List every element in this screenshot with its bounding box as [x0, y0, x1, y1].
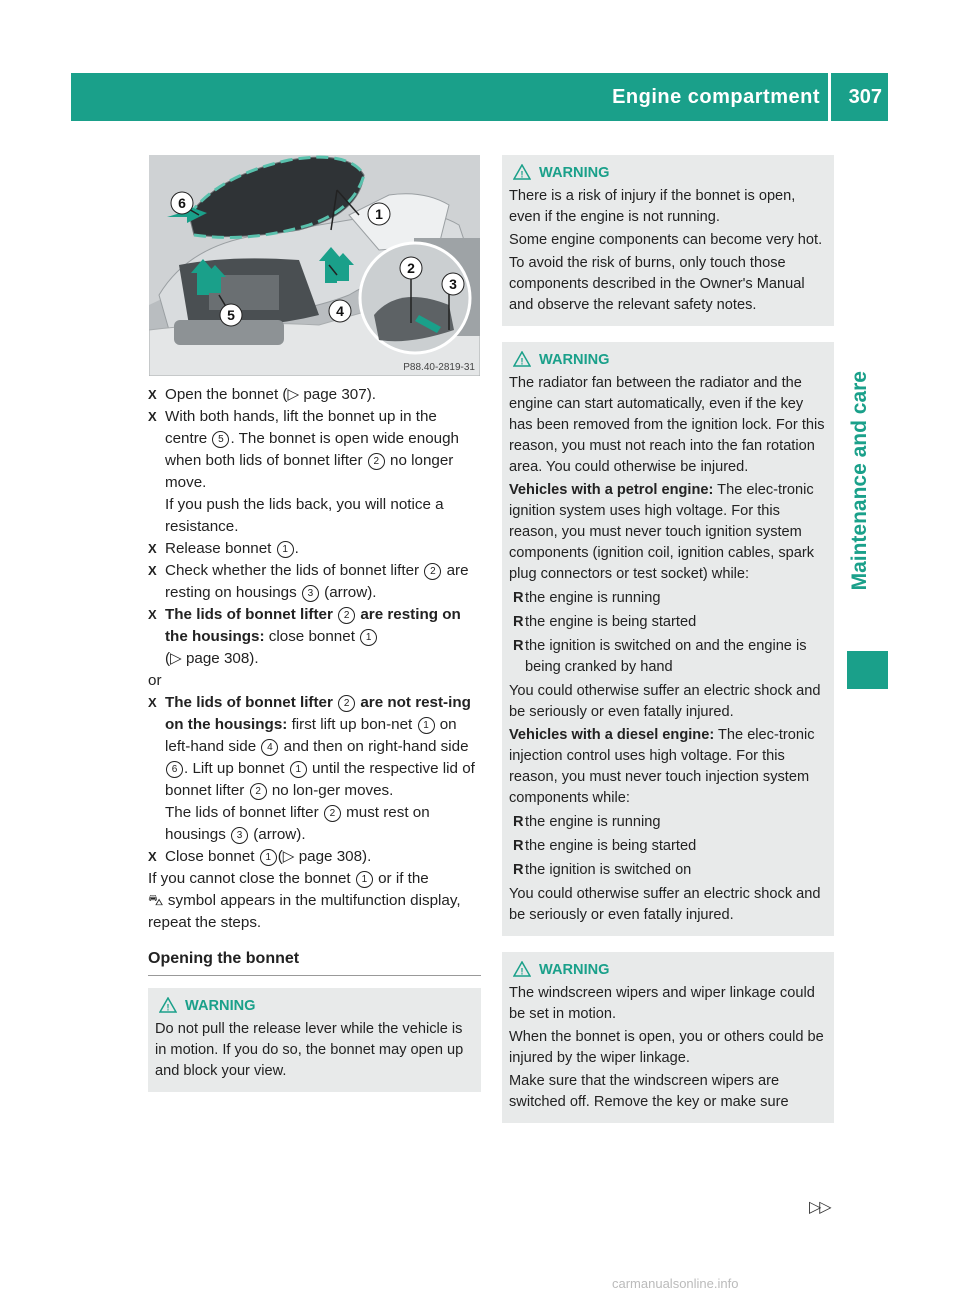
warning-text: There is a risk of injury if the bonnet is open, even if the engine is not running.: [509, 188, 796, 225]
page-ref-link[interactable]: ▷ page 307: [287, 386, 367, 403]
warning-text: You could otherwise suffer an electric shock and be seriously or even fatally injured.: [509, 886, 821, 923]
svg-text:!: !: [166, 1002, 170, 1013]
warning-text: The windscreen wipers and wiper linkage could be set in motion.: [509, 985, 815, 1022]
warning-text: The radiator fan between the radiator and the engine can start automatically, even if the key has been removed from the ignition lock. For this reason, you must not reach into the fan rotation area. You could otherwise be injured.: [509, 375, 825, 475]
warning-title: WARNING: [185, 998, 256, 1014]
warning-box: [502, 342, 834, 936]
warning-text: Vehicles with a diesel engine: The elec-tronic injection control uses high voltage. For this reason, you must never touch injection system components while:: [509, 727, 815, 806]
warning-triangle-icon: [513, 164, 531, 187]
warning-text: Some engine components can become very hot.: [509, 232, 823, 248]
step-marker-icon: X: [148, 387, 157, 402]
bonnet-figure: [149, 155, 480, 376]
continue-marker-icon: ▷▷: [809, 1199, 830, 1216]
warning-triangle-icon: [513, 351, 531, 374]
step-marker-icon: X: [148, 409, 157, 424]
warning-text: Vehicles with a petrol engine: The elec-tronic ignition system uses high voltage. For this reason, you must never touch ignition system components (ignition coil, ignition cables, spark plug connectors or test socket) while:: [509, 482, 815, 582]
callout-3-label: 3: [449, 276, 457, 292]
list-item: R the ignition is switched on: [513, 862, 692, 878]
or-label: or: [148, 672, 162, 689]
list-item: R the ignition is switched on and the engine is being cranked by hand: [513, 638, 807, 675]
right-column: [502, 155, 834, 1123]
svg-text:!: !: [520, 169, 524, 180]
callout-4-label: 4: [336, 303, 344, 319]
bonnet-illustration: [149, 155, 480, 376]
warning-box: [502, 952, 834, 1123]
step-lids-not-resting: X The lids of bonnet lifter 2 are not rest-ing on the housings: first lift up bon-net 1 on left-hand side 4 and then on right-hand side 6 . Lift up bonnet 1 until the respective lid of bonnet lifter 2 no lon-ger moves. The lids of bonnet lifter 2 must rest on housings 3 (arrow).: [148, 692, 481, 846]
watermark: carmanualsonline.info: [612, 1276, 739, 1291]
step-release-bonnet: X Release bonnet 1 .: [148, 538, 481, 560]
step-marker-icon: X: [148, 695, 157, 710]
warning-box: [148, 988, 481, 1092]
section-heading: Opening the bonnet: [148, 948, 481, 976]
svg-text:!: !: [520, 356, 524, 367]
list-item: R the engine is running: [513, 814, 661, 830]
chapter-tab-marker: [847, 651, 888, 689]
side-tab: [842, 121, 888, 1191]
warning-title: WARNING: [539, 352, 610, 368]
step-lift-bonnet: X With both hands, lift the bonnet up in the centre 5 . The bonnet is open wide enough when both lids of bonnet lifter 2 no longer move. If you push the lids back, you will notice a resistance.: [148, 406, 481, 538]
step-lids-resting: X The lids of bonnet lifter 2 are resting on the housings: close bonnet 1 (▷ page 308).: [148, 606, 461, 667]
chapter-label-wrap: [848, 371, 882, 771]
list-item: R the engine is being started: [513, 614, 697, 630]
header-divider: [828, 73, 831, 121]
page-ref-link[interactable]: (▷ page 308).: [277, 848, 372, 865]
car-symbol-icon: ⛍: [148, 892, 164, 909]
left-column: [148, 384, 481, 1092]
callout-1-label: 1: [375, 206, 383, 222]
callout-6-label: 6: [178, 195, 186, 211]
warning-text: When the bonnet is open, you or others could be injured by the wiper linkage.: [509, 1029, 824, 1066]
list-item: R the engine is being started: [513, 838, 697, 854]
step-close-bonnet: X Close bonnet 1 (▷ page 308).: [148, 846, 481, 868]
chapter-label: Maintenance and care: [848, 371, 871, 591]
list-item: R the engine is running: [513, 590, 661, 606]
step-marker-icon: X: [148, 541, 157, 556]
section-title: Engine compartment: [612, 86, 820, 108]
step-marker-icon: X: [148, 563, 157, 578]
warning-triangle-icon: [159, 997, 177, 1020]
warning-box: [502, 155, 834, 326]
step-marker-icon: X: [148, 607, 157, 622]
step-note: The lids of bonnet lifter 2 must rest on housings 3 (arrow).: [165, 804, 430, 843]
callout-2-label: 2: [407, 260, 415, 276]
warning-text: To avoid the risk of burns, only touch those components described in the Owner's Manual and observe the relevant safety notes.: [509, 255, 805, 313]
step-marker-icon: X: [148, 849, 157, 864]
warning-text: You could otherwise suffer an electric shock and be seriously or even fatally injured.: [509, 683, 821, 720]
step-note: If you push the lids back, you will notice a resistance.: [165, 496, 444, 535]
step-open-bonnet: X Open the bonnet (▷ page 307).: [148, 384, 481, 406]
callout-5-label: 5: [227, 307, 235, 323]
warning-title: WARNING: [539, 165, 610, 181]
page-ref-link[interactable]: (▷ page 308).: [165, 650, 259, 667]
svg-text:!: !: [520, 966, 524, 977]
step-check-lids: X Check whether the lids of bonnet lifter 2 are resting on housings 3 (arrow).: [148, 562, 469, 601]
warning-triangle-icon: [513, 961, 531, 984]
warning-text: Make sure that the windscreen wipers are switched off. Remove the key or make sure: [509, 1073, 789, 1110]
figure-code: P88.40-2819-31: [403, 362, 475, 373]
repeat-steps-paragraph: If you cannot close the bonnet 1 or if the ⛍ symbol appears in the multifunction display, repeat the steps.: [148, 870, 461, 931]
page-number: 307: [848, 86, 882, 108]
page-header: [71, 73, 888, 121]
warning-text: Do not pull the release lever while the vehicle is in motion. If you do so, the bonnet may open up and block your view.: [155, 1021, 464, 1079]
warning-title: WARNING: [539, 962, 610, 978]
